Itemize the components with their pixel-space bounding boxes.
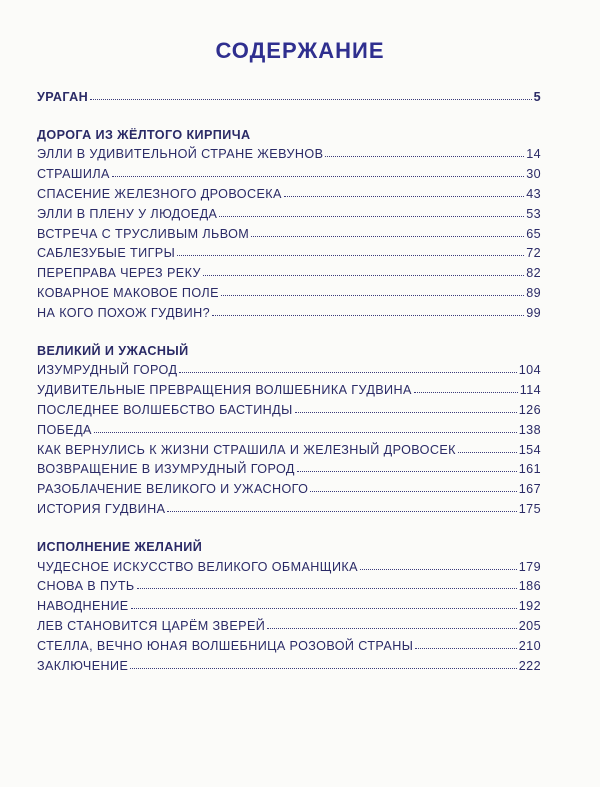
toc-entry[interactable] xyxy=(37,613,541,633)
toc-entry-title: САБЛЕЗУБЫЕ ТИГРЫ xyxy=(37,246,176,261)
section-gap xyxy=(37,516,541,534)
toc-entry-title: ЗАКЛЮЧЕНИЕ xyxy=(37,658,129,673)
toc-entry-title: КОВАРНОЕ МАКОВОЕ ПОЛЕ xyxy=(37,285,219,300)
toc-entry-page: 114 xyxy=(519,383,541,398)
dot-leader xyxy=(212,315,524,316)
toc-entry-title: ЭЛЛИ В ПЛЕНУ У ЛЮДОЕДА xyxy=(37,206,218,221)
toc-entry-title: НА КОГО ПОХОЖ ГУДВИН? xyxy=(37,305,211,320)
toc-entry[interactable] xyxy=(37,142,541,162)
toc-entry-page: 192 xyxy=(518,599,541,614)
toc-entry[interactable] xyxy=(37,377,541,397)
toc-entry-title: ВОЗВРАЩЕНИЕ В ИЗУМРУДНЫЙ ГОРОД xyxy=(37,462,295,477)
toc-entry[interactable] xyxy=(37,437,541,457)
toc-entry-title: УДИВИТЕЛЬНЫЕ ПРЕВРАЩЕНИЯ ВОЛШЕБНИКА ГУДВИНА xyxy=(37,383,412,398)
toc-entry-page: 138 xyxy=(518,422,541,437)
dot-leader xyxy=(203,275,524,276)
dot-leader xyxy=(267,628,517,629)
dot-leader xyxy=(360,569,517,570)
toc-entry-page: 43 xyxy=(526,186,541,201)
toc-entry-page: 14 xyxy=(526,147,541,162)
dot-leader xyxy=(251,236,524,237)
toc-entry[interactable] xyxy=(37,181,541,201)
toc-entry[interactable] xyxy=(37,457,541,477)
toc-entry-title: КАК ВЕРНУЛИСЬ К ЖИЗНИ СТРАШИЛА И ЖЕЛЕЗНЫЙ ДРОВОСЕК xyxy=(37,442,456,457)
toc-entry[interactable] xyxy=(37,280,541,300)
toc-entry-title: ПОБЕДА xyxy=(37,422,92,437)
toc-entry-page: 161 xyxy=(518,462,541,477)
toc-entry[interactable] xyxy=(37,84,541,104)
toc-entry[interactable] xyxy=(37,221,541,241)
section-gap xyxy=(37,104,541,122)
toc-entry-title: СПАСЕНИЕ ЖЕЛЕЗНОГО ДРОВОСЕКА xyxy=(37,186,282,201)
dot-leader xyxy=(284,196,524,197)
toc-entry-page: 210 xyxy=(518,638,541,653)
dot-leader xyxy=(112,176,524,177)
toc-entry-page: 154 xyxy=(518,442,541,457)
dot-leader xyxy=(167,511,516,512)
toc-entry-title: ПЕРЕПРАВА ЧЕРЕЗ РЕКУ xyxy=(37,266,201,281)
toc-entry[interactable] xyxy=(37,161,541,181)
toc-entry-page: 167 xyxy=(518,482,541,497)
toc-entry[interactable] xyxy=(37,476,541,496)
dot-leader xyxy=(90,99,531,100)
table-of-contents xyxy=(37,84,541,673)
toc-entry-page: 205 xyxy=(518,618,541,633)
toc-entry-title: ИЗУМРУДНЫЙ ГОРОД xyxy=(37,363,178,378)
dot-leader xyxy=(131,608,517,609)
toc-entry[interactable] xyxy=(37,241,541,261)
dot-leader xyxy=(219,216,524,217)
toc-entry-title: СНОВА В ПУТЬ xyxy=(37,579,135,594)
section-gap xyxy=(37,320,541,338)
toc-entry-title: ЛЕВ СТАНОВИТСЯ ЦАРЁМ ЗВЕРЕЙ xyxy=(37,618,266,633)
dot-leader xyxy=(179,372,516,373)
toc-entry-page: 222 xyxy=(518,658,541,673)
toc-entry[interactable] xyxy=(37,496,541,516)
dot-leader xyxy=(297,471,517,472)
toc-entry-page: 72 xyxy=(526,246,541,261)
toc-entry-page: 82 xyxy=(526,266,541,281)
section-heading: ДОРОГА ИЗ ЖЁЛТОГО КИРПИЧА xyxy=(37,127,251,142)
toc-entry[interactable] xyxy=(37,554,541,574)
toc-entry[interactable] xyxy=(37,574,541,594)
toc-entry-title: ЧУДЕСНОЕ ИСКУССТВО ВЕЛИКОГО ОБМАНЩИКА xyxy=(37,559,358,574)
dot-leader xyxy=(177,255,524,256)
toc-entry-page: 5 xyxy=(533,89,541,104)
toc-entry-page: 175 xyxy=(518,501,541,516)
toc-entry-title: СТРАШИЛА xyxy=(37,167,110,182)
dot-leader xyxy=(458,452,517,453)
toc-entry-page: 53 xyxy=(526,206,541,221)
toc-entry-page: 30 xyxy=(526,167,541,182)
toc-entry[interactable] xyxy=(37,653,541,673)
dot-leader xyxy=(221,295,524,296)
toc-entry-page: 126 xyxy=(518,402,541,417)
page-title: СОДЕРЖАНИЕ xyxy=(215,38,385,63)
toc-entry-page: 89 xyxy=(526,285,541,300)
dot-leader xyxy=(414,392,518,393)
toc-entry-title: СТЕЛЛА, ВЕЧНО ЮНАЯ ВОЛШЕБНИЦА РОЗОВОЙ СТРАНЫ xyxy=(37,638,414,653)
toc-entry[interactable] xyxy=(37,417,541,437)
toc-entry[interactable] xyxy=(37,593,541,613)
section-heading: ИСПОЛНЕНИЕ ЖЕЛАНИЙ xyxy=(37,539,203,554)
toc-entry[interactable] xyxy=(37,633,541,653)
toc-entry-page: 99 xyxy=(526,305,541,320)
toc-entry[interactable] xyxy=(37,358,541,378)
toc-entry-page: 186 xyxy=(518,579,541,594)
dot-leader xyxy=(94,432,517,433)
toc-entry-page: 104 xyxy=(518,363,541,378)
toc-entry[interactable] xyxy=(37,300,541,320)
toc-entry[interactable] xyxy=(37,260,541,280)
dot-leader xyxy=(295,412,517,413)
toc-entry-page: 179 xyxy=(518,559,541,574)
toc-entry[interactable] xyxy=(37,397,541,417)
toc-entry-title: ПОСЛЕДНЕЕ ВОЛШЕБСТВО БАСТИНДЫ xyxy=(37,402,293,417)
dot-leader xyxy=(130,668,517,669)
toc-entry-title: ЭЛЛИ В УДИВИТЕЛЬНОЙ СТРАНЕ ЖЕВУНОВ xyxy=(37,147,324,162)
toc-entry-page: 65 xyxy=(526,226,541,241)
dot-leader xyxy=(415,648,517,649)
dot-leader xyxy=(325,156,524,157)
dot-leader xyxy=(310,491,516,492)
toc-entry-title: РАЗОБЛАЧЕНИЕ ВЕЛИКОГО И УЖАСНОГО xyxy=(37,482,309,497)
toc-entry-title: ИСТОРИЯ ГУДВИНА xyxy=(37,501,166,516)
toc-entry[interactable] xyxy=(37,201,541,221)
toc-entry-title: НАВОДНЕНИЕ xyxy=(37,599,129,614)
toc-entry-title: УРАГАН xyxy=(37,89,89,104)
toc-entry-title: ВСТРЕЧА С ТРУСЛИВЫМ ЛЬВОМ xyxy=(37,226,250,241)
section-heading: ВЕЛИКИЙ И УЖАСНЫЙ xyxy=(37,343,189,358)
dot-leader xyxy=(137,588,517,589)
